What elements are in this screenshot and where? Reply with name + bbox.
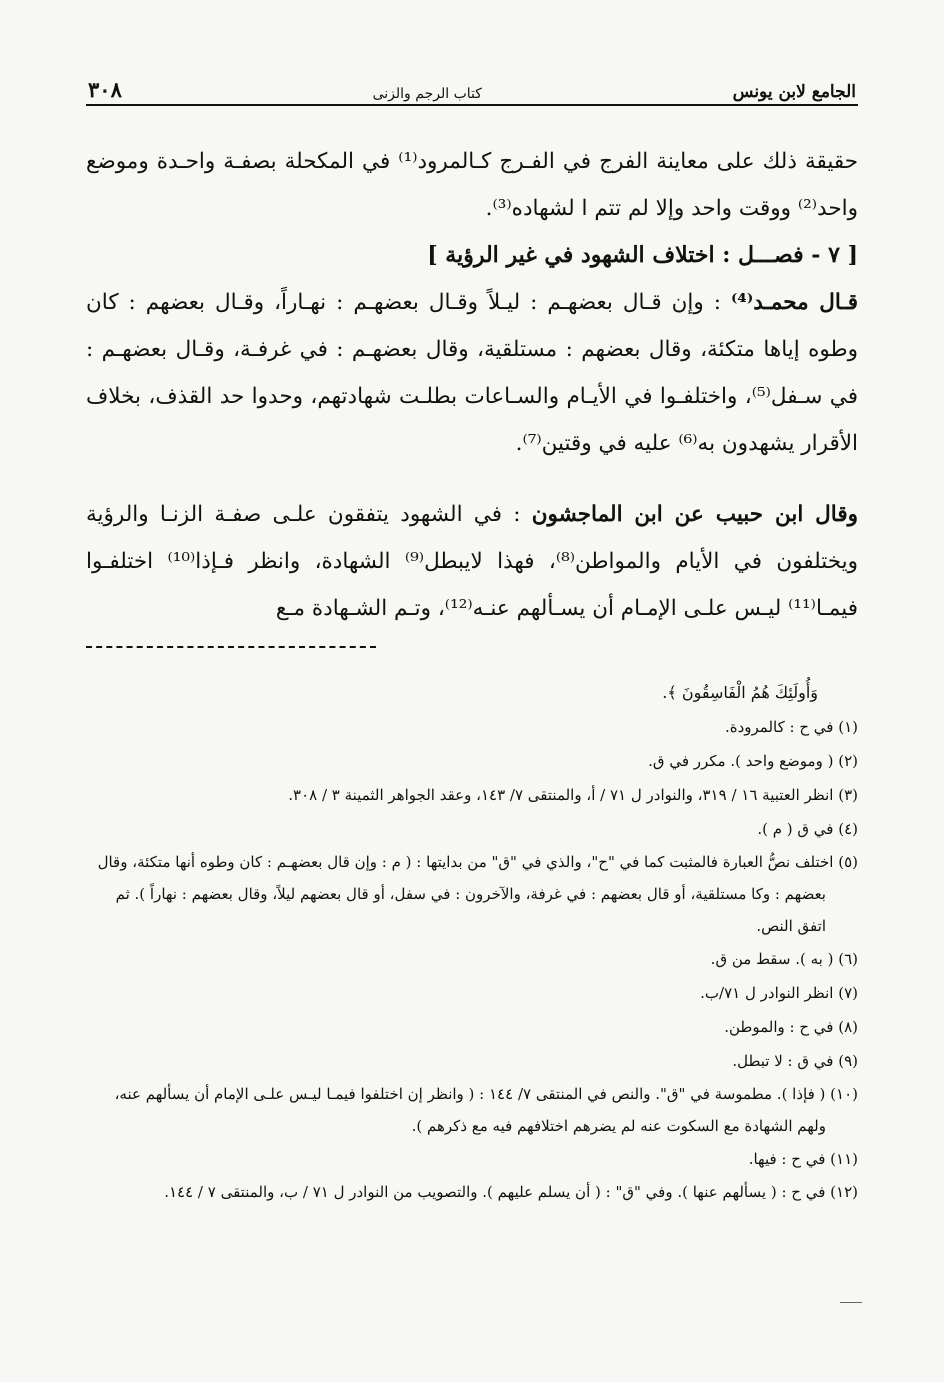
footnote-5: (٥) اختلف نصُّ العبارة فالمثبت كما في "ح"، والذي في "ق" من بدايتها : ( م : وإن قال بعضهـم : كان وطوه أنها متكئة، وقال بعضهم : وكا مستلقية، أو قال بعضهم : في غرفة، والآخرون : في سفل، أو قال بعضهم ليلاً، وقال بعضهم : نهاراً ). ثم اتفق النص. — [97, 853, 858, 935]
footnote-8: (٨) في ح : والموطن. — [724, 1018, 858, 1036]
paragraph-2-body: : وإن قـال بعضهـم : ليـلاً وقـال بعضهـم : نهـاراً، وقـال بعضهم : كان وطوه إياها متكئة، وقال بعضهم : مستلقية، وقال بعضهـم : في غرفـة، وقـال بعضهـم : في سـفل⁽⁵⁾، واختلفـوا في الأيـام والسـاعات بطلـت شهادتهم، وحدوا حد القذف، بخلاف الأقرار يشهدون به⁽⁶⁾ عليه في وقتين⁽⁷⁾. — [86, 290, 858, 456]
footnote-6: (٦) ( به ). سقط من ق. — [710, 950, 858, 968]
footnote-9: (٩) في ق : لا تبطل. — [732, 1052, 858, 1070]
quran-fragment: وَأُولَئِكَ هُمُ الْفَاسِقُونَ ﴾. — [662, 683, 818, 702]
paragraph-3 — [86, 491, 858, 632]
book-title: الجامع لابن يونس — [732, 82, 856, 102]
footnote-11: (١١) في ح : فيها. — [748, 1150, 858, 1168]
header-rule — [86, 104, 858, 106]
footnote-separator — [86, 646, 376, 648]
footnote-1: (١) في ح : كالمرودة. — [724, 718, 858, 736]
paragraph-3-lead: وقال ابن حبيب عن ابن الماجشون — [531, 502, 858, 527]
chapter-title: كتاب الرجم والزنى — [372, 86, 482, 102]
footnote-4: (٤) في ق ( م ). — [757, 820, 858, 838]
scan-mark — [840, 1302, 862, 1309]
section-heading: [ ٧ - فصـــل : اختلاف الشهود في غير الرؤية ] — [427, 242, 858, 268]
paragraph-2-lead: قـال محمـد⁽⁴⁾ — [730, 290, 859, 315]
footnote-10: (١٠) ( فإذا ). مطموسة في "ق". والنص في المنتقى ٧/ ١٤٤ : ( وانظر إن اختلفوا فيمـا ليـس علـى الإمام أن يسألهم عنه، ولهم الشهادة مع السكوت عنه لم يضرهم اختلافهم فيه مع ذكرهم ). — [114, 1085, 858, 1135]
page-number: ٣٠٨ — [88, 77, 122, 102]
main-text — [86, 138, 858, 632]
footnotes — [86, 676, 858, 1208]
footnote-2: (٢) ( وموضع واحد ). مكرر في ق. — [648, 752, 858, 770]
footnote-7: (٧) انظر النوادر ل ٧١/ب. — [700, 984, 858, 1002]
paragraph-3-body: : في الشهود يتفقون علـى صفـة الزنـا والرؤية ويختلفون في الأيام والمواطن⁽⁸⁾، فهذا لايبطل⁽⁹⁾ الشهادة، وانظر فـإذا⁽¹⁰⁾ اختلفـوا فيمـا⁽¹¹⁾ ليـس علـى الإمـام أن يسـألهم عنـه⁽¹²⁾، وتـم الشـهادة مـع — [86, 502, 858, 621]
paragraph-2 — [86, 279, 858, 467]
intro-paragraph: حقيقة ذلك على معاينة الفرج في الفـرج كـالمرود⁽¹⁾ في المكحلة بصفـة واحـدة وموضع واحد⁽²⁾ ووقت واحد وإلا لم تتم ا لشهاده⁽³⁾. — [86, 149, 859, 221]
page-header — [88, 76, 856, 102]
footnote-3: (٣) انظر العتبية ١٦ / ٣١٩، والنوادر ل ٧١ / أ، والمنتقى ٧/ ١٤٣، وعقد الجواهر الثمينة ٣ / ٣٠٨. — [288, 786, 858, 804]
footnote-12: (١٢) في ح : ( يسألهم عنها ). وفي "ق" : ( أن يسلم عليهم ). والتصويب من النوادر ل ٧١ / ب، والمنتقى ٧ / ١٤٤. — [164, 1183, 858, 1201]
